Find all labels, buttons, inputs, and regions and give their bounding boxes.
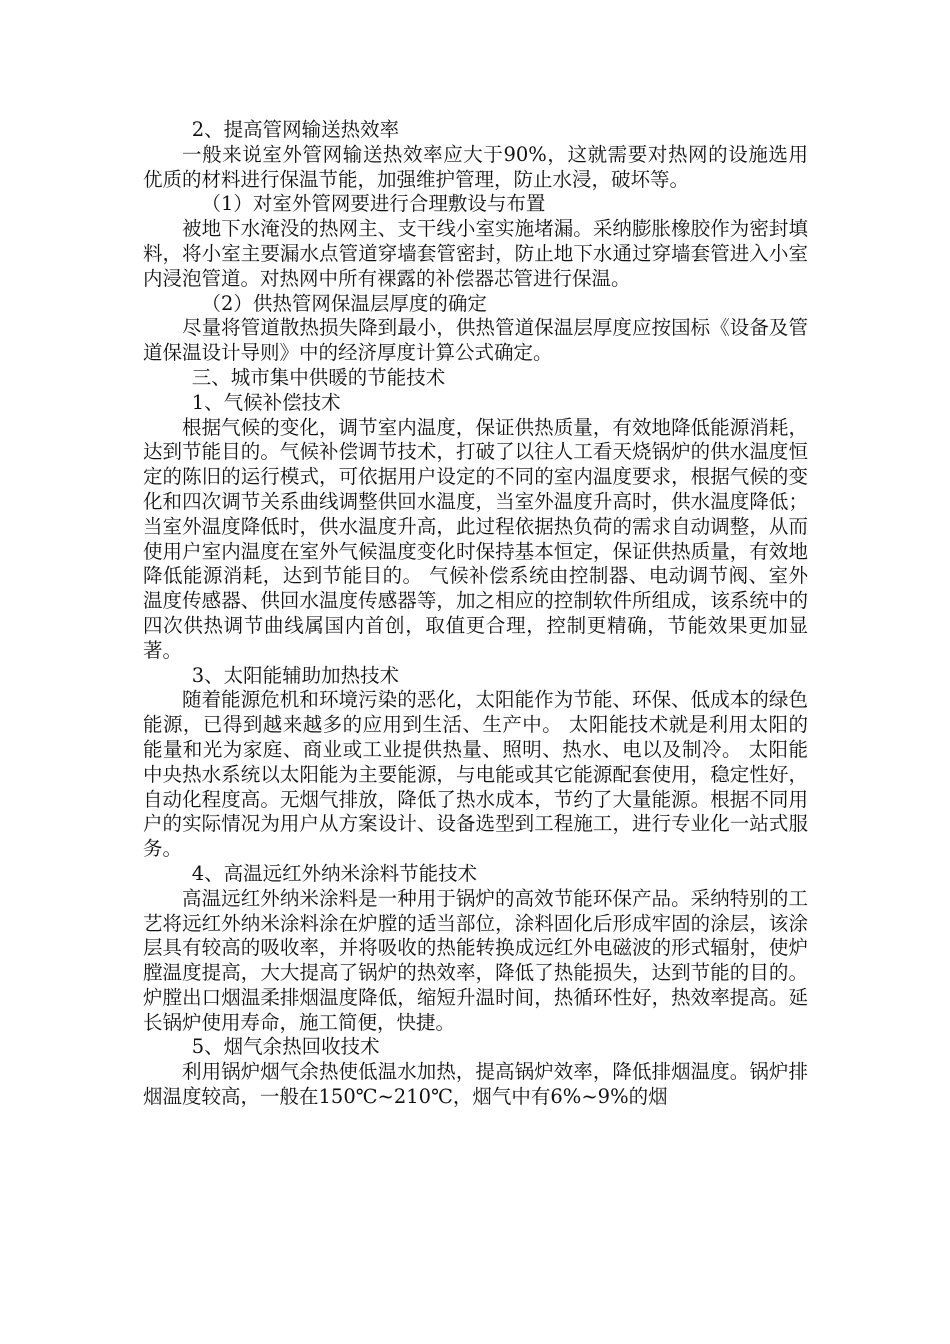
body-paragraph: 随着能源危机和环境污染的恶化，太阳能作为节能、环保、低成本的绿色能源，已得到越来越多的应用到生活、生产中。 太阳能技术就是利用太阳的能量和光为家庭、商业或工业提供热量、照明、热水、电以及制冷。 太阳能中央热水系统以太阳能为主要能源，与电能或其它能源配套使用，稳定性好，自动化程度高。无烟气排放，降低了热水成本，节约了大量能源。根据不同用户的实际情况为用户从方案设计、设备选型到工程施工，进行专业化一站式服务。 (143, 688, 808, 861)
section-heading: 2、提高管网输送热效率 (191, 118, 400, 141)
body-paragraph: 一般来说室外管网输送热效率应大于90%，这就需要对热网的设施选用优质的材料进行保温节能，加强维护管理，防止水浸，破坏等。 (143, 142, 808, 191)
body-paragraph: 根据气候的变化，调节室内温度，保证供热质量，有效地降低能源消耗，达到节能目的。气候补偿调节技术，打破了以往人工看天烧锅炉的供水温度恒定的陈旧的运行模式，可依据用户设定的不同的室内温度要求，根据气候的变化和四次调节关系曲线调整供回水温度，当室外温度升高时，供水温度降低；当室外温度降低时，供水温度升高，此过程依据热负荷的需求自动调整，从而使用户室内温度在室外气候温度变化时保持基本恒定，保证供热质量，有效地降低能源消耗，达到节能目的。 气候补偿系统由控制器、电动调节阀、室外温度传感器、供回水温度传感器等，加之相应的控制软件所组成，该系统中的四次供热调节曲线属国内首创，取值更合理，控制更精确，节能效果更加显著。 (143, 415, 808, 662)
subsection-heading: （2）供热管网保温层厚度的确定 (201, 291, 487, 315)
body-paragraph: 尽量将管道散热损失降到最小，供热管道保温层厚度应按国标《设备及管道保温设计导则》中的经济厚度计算公式确定。 (143, 316, 808, 365)
body-paragraph: 高温远红外纳米涂料是一种用于锅炉的高效节能环保产品。采纳特别的工艺将远红外纳米涂料涂在炉膛的适当部位，涂料固化后形成牢固的涂层，该涂层具有较高的吸收率，并将吸收的热能转换成远红外电磁波的形式辐射，使炉膛温度提高，大大提高了锅炉的热效率，降低了热能损失，达到节能的目的。炉膛出口烟温柔排烟温度降低，缩短升温时间，热循环性好，热效率提高。延长锅炉使用寿命，施工简便，快捷。 (143, 886, 808, 1034)
body-paragraph: 利用锅炉烟气余热使低温水加热，提高锅炉效率，降低排烟温度。锅炉排烟温度较高，一般在150℃~210℃，烟气中有6%~9%的烟 (143, 1060, 808, 1109)
section-heading: 3、太阳能辅助加热技术 (191, 663, 400, 687)
document-page (143, 118, 808, 1110)
section-heading: 5、烟气余热回收技术 (191, 1035, 380, 1059)
body-paragraph: 被地下水淹没的热网主、支干线小室实施堵漏。采纳膨胀橡胶作为密封填料，将小室主要漏水点管道穿墙套管密封，防止地下水通过穿墙套管进入小室内浸泡管道。对热网中所有裸露的补偿器芯管进行保温。 (143, 217, 808, 290)
section-heading: 1、气候补偿技术 (191, 390, 341, 414)
subsection-heading: （1）对室外管网要进行合理敷设与布置 (201, 192, 546, 216)
section-heading: 4、高温远红外纳米涂料节能技术 (191, 861, 478, 885)
chapter-heading: 三、城市集中供暖的节能技术 (191, 365, 446, 389)
